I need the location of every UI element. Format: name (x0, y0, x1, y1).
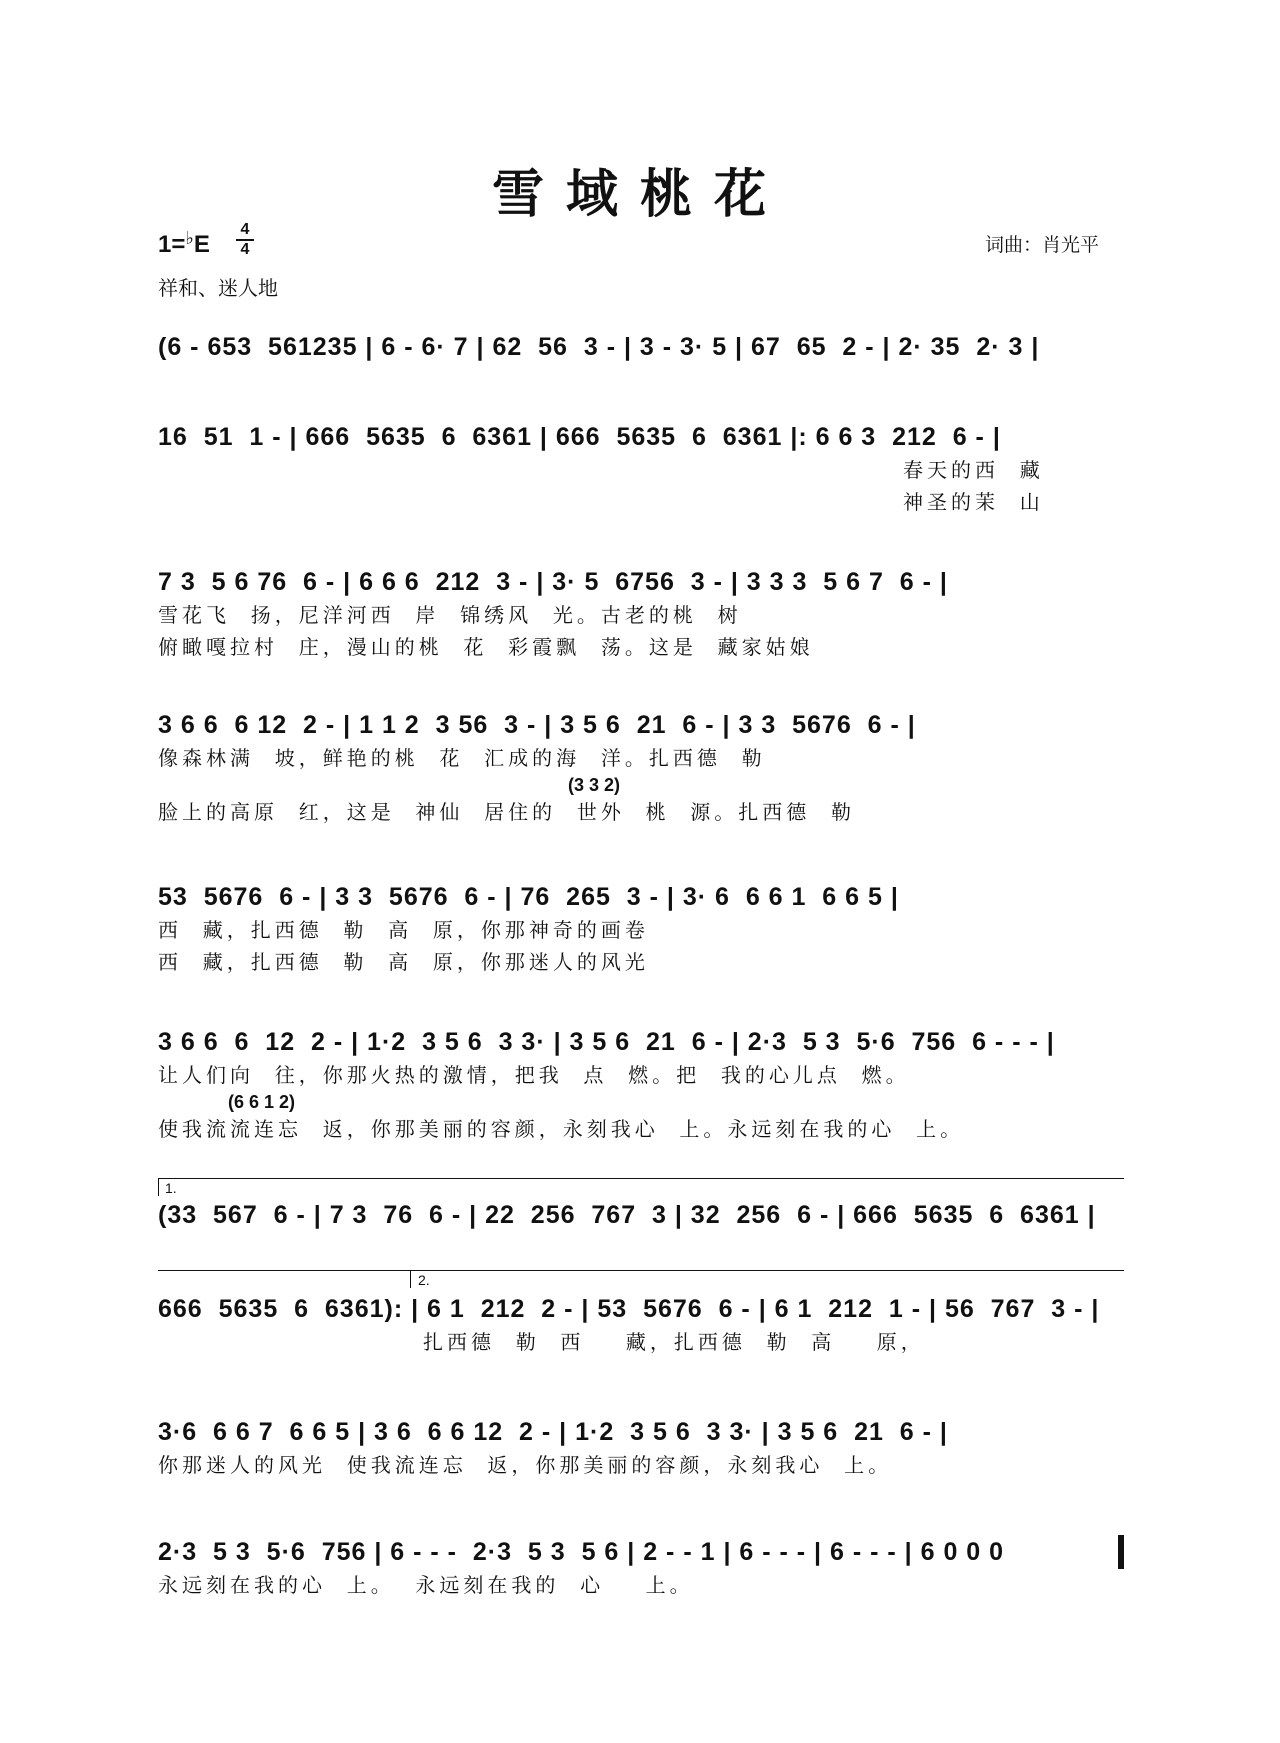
volta-1-tick (158, 1178, 159, 1196)
score-system-8 (158, 1292, 1124, 1358)
meter-top: 4 (240, 221, 250, 238)
score-system-2 (158, 420, 1124, 518)
score-system-9 (158, 1415, 1124, 1481)
song-title: 雪域桃花 (491, 164, 788, 225)
time-signature (236, 222, 254, 258)
volta-1-bracket (158, 1178, 1124, 1179)
notation-line: 2·3 5 3 5·6 756 | 6 - - - 2·3 5 3 5 6 | 2 - - 1 | 6 - - - | 6 - - - | 6 0 0 0 (158, 1535, 1124, 1569)
expression-marking: 祥和、迷人地 (158, 276, 278, 300)
volta-2-number: 2. (418, 1272, 430, 1288)
alternate-notes: (3 3 2) (568, 775, 621, 795)
notation-line: 666 5635 6 6361): | 6 1 212 2 - | 53 5676 6 - | 6 1 212 1 - | 56 767 3 - | (158, 1295, 1100, 1323)
score-system-5 (158, 880, 1124, 978)
notation-line: 3·6 6 6 7 6 6 5 | 3 6 6 6 12 2 - | 1·2 3 5 6 3 3· | 3 5 6 21 6 - | (158, 1418, 948, 1446)
notation-line: (6 - 653 561235 | 6 - 6· 7 | 62 56 3 - | 3 - 3· 5 | 67 65 2 - | 2· 35 2· 3 | (158, 333, 1040, 361)
composer-credit: 词曲：肖光平 (985, 234, 1100, 256)
notation-line: 3 6 6 6 12 2 - | 1·2 3 5 6 3 3· | 3 5 6 21 6 - | 2·3 5 3 5·6 756 6 - - - | (158, 1028, 1055, 1056)
flat-sign: ♭ (185, 228, 194, 248)
score-system-1 (158, 330, 1124, 364)
lyric-line: 俯瞰嘎拉村 庄，漫山的桃 花 彩霞飘 荡。这是 藏家姑娘 (158, 635, 814, 659)
score-system-3 (158, 565, 1124, 663)
key-signature (158, 228, 210, 259)
key-letter: E (193, 231, 210, 258)
lyric-line: 神圣的茉 山 (903, 490, 1044, 514)
alternate-notes: (6 6 1 2) (228, 1092, 296, 1112)
volta-1-number: 1. (165, 1180, 177, 1196)
score-system-4 (158, 708, 1124, 828)
volta-2-tick (410, 1270, 411, 1288)
lyric-line: 脸上的高原 红，这是 神仙 居住的 世外 桃 源。扎西德 勒 (158, 800, 856, 824)
lyric-line: 雪花飞 扬，尼洋河西 岸 锦绣风 光。古老的桃 树 (158, 603, 742, 627)
lyric-line: 使我流流连忘 返，你那美丽的容颜，永刻我心 上。永远刻在我的心 上。 (158, 1117, 965, 1141)
lyric-line: 让人们向 往，你那火热的激情，把我 点 燃。把 我的心儿点 燃。 (158, 1063, 910, 1087)
lyric-line: 扎西德 勒 西 藏，扎西德 勒 高 原， (423, 1330, 925, 1354)
volta-2-bracket (158, 1270, 1124, 1271)
lyric-line: 你那迷人的风光 使我流连忘 返，你那美丽的容颜，永刻我心 上。 (158, 1453, 893, 1477)
score-system-7 (158, 1198, 1124, 1232)
notation-line: 16 51 1 - | 666 5635 6 6361 | 666 5635 6 6361 |: 6 6 3 212 6 - | (158, 423, 1001, 451)
notation-line: 53 5676 6 - | 3 3 5676 6 - | 76 265 3 - | 3· 6 6 6 1 6 6 5 | (158, 883, 899, 911)
notation-line: 3 6 6 6 12 2 - | 1 1 2 3 56 3 - | 3 5 6 21 6 - | 3 3 5676 6 - | (158, 711, 916, 739)
lyric-line: 西 藏，扎西德 勒 高 原，你那迷人的风光 (158, 950, 649, 974)
lyric-line: 像森林满 坡，鲜艳的桃 花 汇成的海 洋。扎西德 勒 (158, 746, 766, 770)
lyric-line: 春天的西 藏 (903, 458, 1044, 482)
notation-line: 7 3 5 6 76 6 - | 6 6 6 212 3 - | 3· 5 6756 3 - | 3 3 3 5 6 7 6 - | (158, 568, 948, 596)
score-system-6 (158, 1025, 1124, 1145)
notation-line: (33 567 6 - | 7 3 76 6 - | 22 256 767 3 | 32 256 6 - | 666 5635 6 6361 | (158, 1201, 1096, 1229)
meter-bottom: 4 (240, 241, 250, 258)
lyric-line: 永远刻在我的心 上。 永远刻在我的 心 上。 (158, 1573, 694, 1597)
lyric-line: 西 藏，扎西德 勒 高 原，你那神奇的画卷 (158, 918, 649, 942)
score-system-10 (158, 1535, 1124, 1601)
key-prefix: 1= (158, 231, 186, 258)
